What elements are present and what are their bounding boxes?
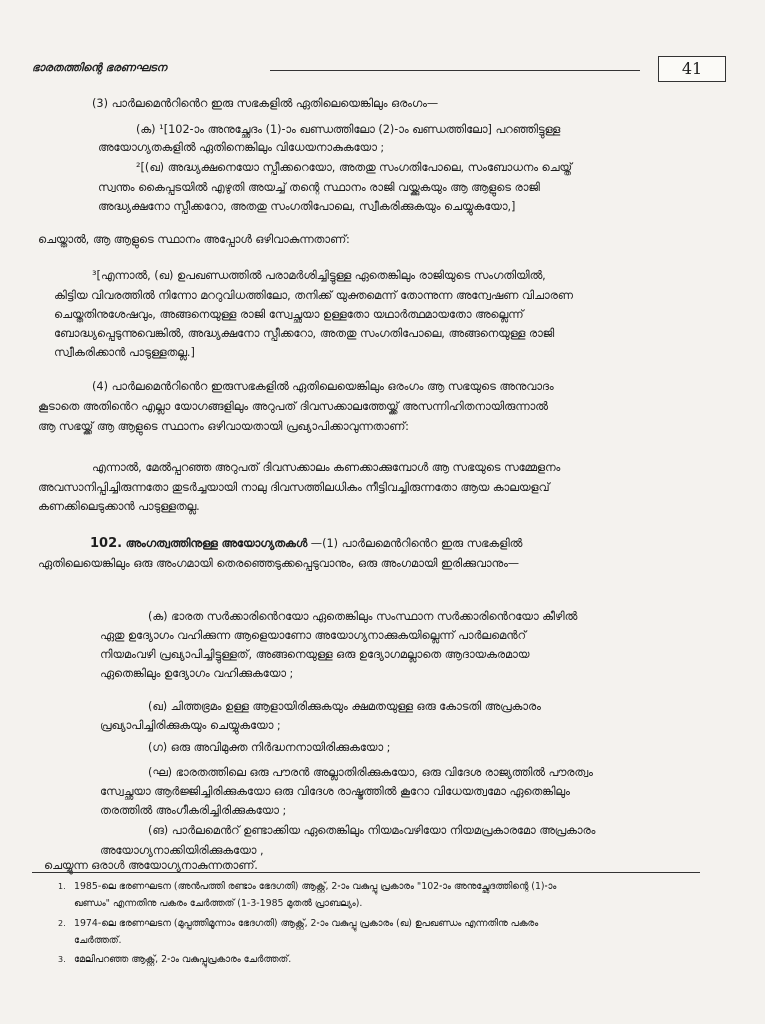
footnote-2-line2: ചേർത്തത്. [74,935,122,946]
clause-102-b-line2: പ്രഖ്യാപിച്ചിരിക്കുകയും ചെയ്യുകയോ ; [100,719,281,732]
footnote-1-line1: 1985-ലെ ഭരണഘടന (അൻപത്തി രണ്ടാം ഭേദഗതി) ആക്റ്റ്, 2-ാം വകുപ്പു പ്രകാരം "102-ാം അനുച്ഛേദത്തിന്റെ (1)-ാം [74,881,557,892]
proviso-line2: കിട്ടിയ വിവരത്തിൽ നിന്നോ മററുവിധത്തിലോ, തനിക്ക് യുക്തമെന്ന് തോന്നുന്ന അന്വേഷണ വിചാരണ [54,289,573,302]
clause-4-proviso-line3: കണക്കിലെടുക്കാൻ പാടുള്ളതല്ല. [38,500,200,513]
article-number: 102. [90,536,123,551]
footnote-1-line2: ഖണ്ഡം" എന്നതിനു പകരം ചേർത്തത് (1-3-1985 മുതൽ പ്രാബല്യം). [74,898,363,909]
proviso-line4: ബോദ്ധ്യപ്പെടുന്നുവെങ്കിൽ, അദ്ധ്യക്ഷനോ സ്പീക്കറോ, അതതു സംഗതിപോലെ, അങ്ങനെയുള്ള രാജി [54,327,555,340]
proviso-line1: ³[എന്നാൽ, (ഖ) ഉപഖണ്ഡത്തിൽ പരാമർശിച്ചിട്ടുള്ള ഏതെങ്കിലും രാജിയുടെ സംഗതിയിൽ, [92,269,546,282]
clause-4-proviso-line1: എന്നാൽ, മേൽപ്പറഞ്ഞ അറുപത് ദിവസക്കാലം കണക്കാക്കുമ്പോൾ ആ സഭയുടെ സമ്മേളനം [92,461,561,474]
page-number-box [658,56,726,82]
header-rule [270,70,640,71]
page-number: 41 [681,59,703,78]
clause-102-c: (ഗ) ഒരു അവിമുക്ത നിർദ്ധനനായിരിക്കുകയോ ; [148,741,391,754]
clause-4-line1: (4) പാർലമെൻറിൻെറ ഇരുസഭകളിൽ ഏതിലെയെങ്കിലും ഒരംഗം ആ സഭയുടെ അനുവാദം [92,380,554,393]
clause-4-line2: കൂടാതെ അതിൻെറ എല്ലാ യോഗങ്ങളിലും അറുപത് ദിവസക്കാലത്തേയ്ക്ക് അസന്നിഹിതനായിരുന്നാൽ [38,400,548,413]
clause-102-d-line3: തരത്തിൽ അംഗീകരിച്ചിരിക്കുകയോ ; [100,804,287,817]
article-102-conclusion: ചെയ്യുന്ന ഒരാൾ അയോഗ്യനാകുന്നതാണ്. [44,859,258,872]
clause-102-e-line2: അയോഗ്യനാക്കിയിരിക്കുകയോ , [100,844,264,857]
clause-3-conclusion: ചെയ്താൽ, ആ ആളുടെ സ്ഥാനം അപ്പോൾ ഒഴിവാകുന്നതാണ്: [38,233,350,246]
footnote-2-marker: 2. [58,919,66,928]
clause-102-a-line1: (ക) ഭാരത സർക്കാരിൻെറയോ ഏതെങ്കിലും സംസ്ഥാന സർക്കാരിൻെറയോ കീഴിൽ [148,610,578,623]
footnote-3-marker: 3. [58,955,66,964]
clause-4-line3: ആ സഭയ്ക്ക് ആ ആളുടെ സ്ഥാനം ഒഴിവായതായി പ്രഖ്യാപിക്കാവുന്നതാണ്: [38,420,409,433]
clause-3-intro: (3) പാർലമെൻറിൻെറ ഇരു സഭകളിൽ ഏതിലെയെങ്കിലും ഒരംഗം— [92,97,439,110]
footnote-rule [32,872,700,873]
clause-102-a-line4: ഏതെങ്കിലും ഉദ്യോഗം വഹിക്കുകയോ ; [100,667,294,680]
clause-102-a-line2: ഏതു ഉദ്യോഗം വഹിക്കുന്ന ആളെയാണോ അയോഗ്യനാക്കുകയില്ലെന്ന് പാർലമെൻറ് [100,629,526,642]
clause-102-d-line1: (ഘ) ഭാരതത്തിലെ ഒരു പൗരൻ അല്ലാതിരിക്കുകയോ, ഒരു വിദേശ രാജ്യത്തിൽ പൗരത്വം [148,766,593,779]
clause-3b-line3: അദ്ധ്യക്ഷനോ സ്പീക്കറോ, അതതു സംഗതിപോലെ, സ്വീകരിക്കുകയും ചെയ്യുകയോ,] [98,200,516,213]
clause-3a-line2: അയോഗ്യതകളിൽ ഏതിനെങ്കിലും വിധേയനാകുകയോ ; [98,141,385,154]
clause-102-b-line1: (ഖ) ചിത്തഭ്രമം ഉള്ള ആളായിരിക്കുകയും ക്ഷമതയുള്ള ഒരു കോടതി അപ്രകാരം [148,700,541,713]
page-header [32,58,726,82]
proviso-line5: സ്വീകരിക്കാൻ പാടുള്ളതല്ല.] [54,346,195,359]
footnote-2-line1: 1974-ലെ ഭരണഘടന (മുപ്പത്തിമൂന്നാം ഭേദഗതി) ആക്റ്റ്, 2-ാം വകുപ്പു പ്രകാരം (ഖ) ഉപഖണ്ഡം എന്നതിനു പകരം [74,918,539,929]
clause-102-e-line1: (ങ) പാർലമെൻറ് ഉണ്ടാക്കിയ ഏതെങ്കിലും നിയമംവഴിയോ നിയമപ്രകാരമോ അപ്രകാരം [148,824,596,837]
article-heading-rest: —(1) പാർലമെൻറിൻെറ ഇരു സഭകളിൽ [310,537,523,550]
clause-3b-line2: സ്വന്തം കൈപ്പടയിൽ എഴുതി അയച്ച് തന്റെ സ്ഥാനം രാജി വയ്ക്കുകയും ആ ആളുടെ രാജി [98,181,540,194]
footnote-1-marker: 1. [58,882,66,891]
clause-3a-line1: (ക) ¹[102-ാം അനുച്ഛേദം (1)-ാം ഖണ്ഡത്തിലോ (2)-ാം ഖണ്ഡത്തിലോ] പറഞ്ഞിട്ടുള്ള [136,123,561,136]
clause-4-proviso-line2: അവസാനിപ്പിച്ചിരുന്നതോ തുടർച്ചയായി നാലു ദിവസത്തിലധികം നീട്ടിവച്ചിരുന്നതോ ആയ കാലയളവ് [38,481,550,494]
running-title: ഭാരതത്തിന്റെ ഭരണഘടന [32,61,167,74]
article-title: അംഗത്വത്തിനുള്ള അയോഗ്യതകൾ [125,537,308,550]
article-102-intro: ഏതിലെയെങ്കിലും ഒരു അംഗമായി തെരഞ്ഞെടുക്കപ്പെടുവാനും, ഒരു അംഗമായി ഇരിക്കുവാനും— [38,557,520,570]
clause-102-a-line3: നിയമംവഴി പ്രഖ്യാപിച്ചിട്ടുള്ളത്, അങ്ങനെയുള്ള ഒരു ഉദ്യോഗമല്ലാതെ ആദായകരമായ [100,648,530,661]
clause-3b-line1: ²[(ഖ) അദ്ധ്യക്ഷനെയോ സ്പീക്കറെയോ, അതതു സംഗതിപോലെ, സംബോധനം ചെയ്ത് [136,161,572,174]
article-102-heading [90,536,522,551]
footnote-3: മേലിപറഞ്ഞ ആക്റ്റ്, 2-ാം വകുപ്പുപ്രകാരം ചേർത്തത്. [74,954,292,965]
proviso-line3: ചെയ്തതിനുശേഷവും, അങ്ങനെയുള്ള രാജി സ്വേച്ഛയാ ഉള്ളതോ യഥാർത്ഥമായതോ അല്ലെന്ന് [54,308,524,321]
clause-102-d-line2: സ്വേച്ഛയാ ആർജ്ജിച്ചിരിക്കുകയോ ഒരു വിദേശ രാഷ്ട്രത്തിൽ കൂറോ വിധേയത്വമോ ഏതെങ്കിലും [100,785,570,798]
